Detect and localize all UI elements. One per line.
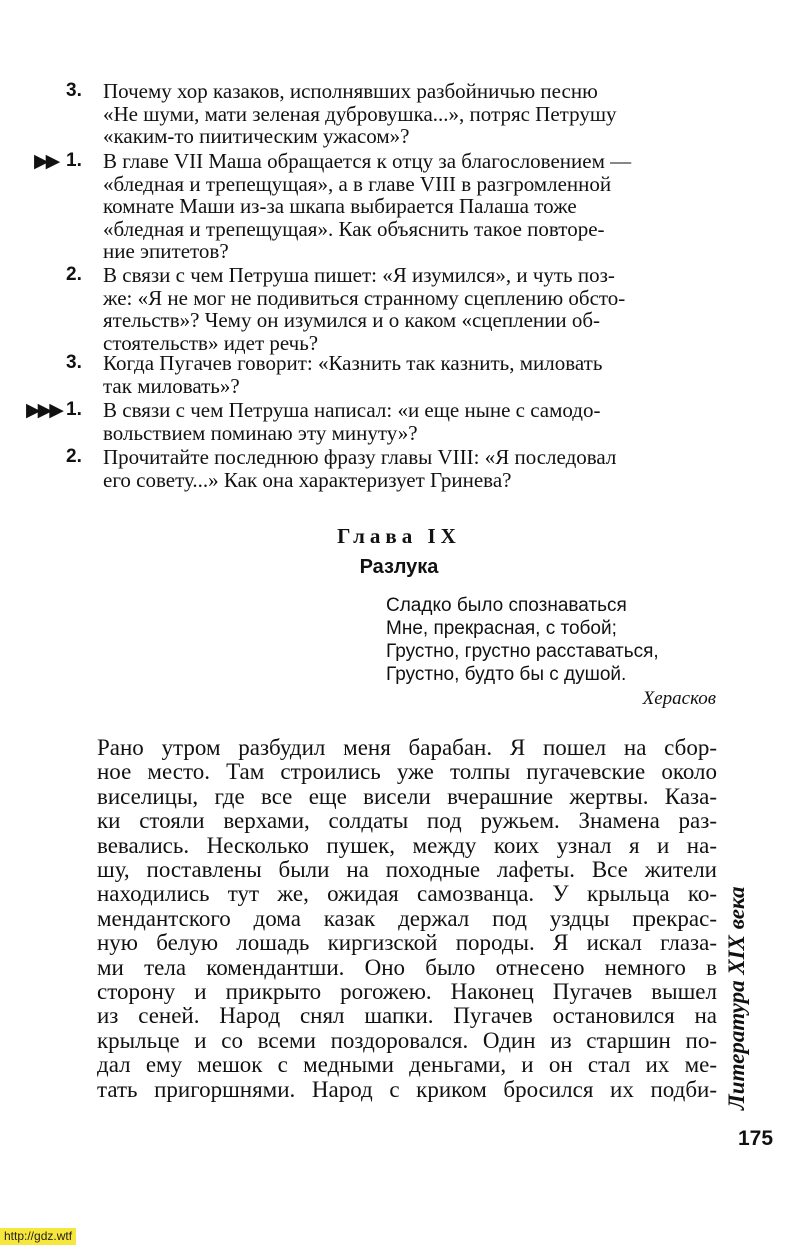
body-text-line: тать пригоршнями. Народ с криком бросился их подби- <box>97 1076 717 1102</box>
difficulty-marker-icon: ▶▶ <box>34 150 58 172</box>
body-text-line: дал ему мешок с медными деньгами, и он стал их ме- <box>97 1052 717 1078</box>
question-number: 1. <box>66 150 82 171</box>
body-text-line: ное место. Там строились уже толпы пугачевские около <box>97 759 717 785</box>
question-number: 2. <box>66 446 82 467</box>
question-text-line: ние эпитетов? <box>103 239 229 263</box>
body-text-line: мендантского дома казак держал под уздцы прекрас- <box>97 905 717 931</box>
question-text-line: Почему хор казаков, исполнявших разбойничью песню <box>103 79 598 103</box>
question-text-line: В связи с чем Петруша написал: «и еще ныне с самодо- <box>103 398 601 422</box>
question-text-line: Когда Пугачев говорит: «Казнить так казнить, миловать <box>103 351 603 375</box>
epigraph-author: Херасков <box>642 688 716 709</box>
question-number: 3. <box>66 352 82 373</box>
body-text-line: ми тела комендантши. Оно было отнесено немного в <box>97 954 717 980</box>
question-text-line: «бледная и трепещущая», а в главе VIII в разгромленной <box>103 171 612 196</box>
question-text-line: «каким-то пиитическим ужасом»? <box>103 124 410 148</box>
epigraph-line: Сладко было спознаваться <box>386 595 627 616</box>
body-text-line: ную белую лошадь киргизской породы. Я искал глаза- <box>97 930 717 956</box>
side-running-title: Литература XIX века <box>724 886 749 1110</box>
page-number: 175 <box>738 1127 774 1150</box>
question-text-line: стоятельств» идет речь? <box>103 330 319 355</box>
question-text-line: вольствием поминаю эту минуту»? <box>103 420 418 445</box>
chapter-title: Глава IX <box>337 524 461 548</box>
body-text-line: ки стояли верхами, солдаты под ружьем. Знамена раз- <box>97 808 717 834</box>
question-text-line: же: «Я не мог не подивиться странному сцеплению обсто- <box>103 285 626 310</box>
body-text-line: находились тут же, ожидая самозванца. У крыльца ко- <box>97 881 717 907</box>
body-text-line: из сеней. Народ снял шапки. Пугачев остановился на <box>97 1003 717 1029</box>
body-text-line: Рано утром разбудил меня барабан. Я пошел на сбор- <box>97 735 717 760</box>
chapter-subtitle: Разлука <box>359 556 439 578</box>
epigraph-line: Мне, прекрасная, с тобой; <box>386 618 617 639</box>
question-text-line: Прочитайте последнюю фразу главы VIII: «Я последовал <box>103 445 617 469</box>
body-text-line: шу, поставлены были на походные лафеты. Все жители <box>97 857 717 882</box>
body-text-line: виселицы, где все еще висели вчерашние жертвы. Каза- <box>97 783 717 809</box>
question-number: 3. <box>66 80 82 101</box>
epigraph-line: Грустно, грустно расставаться, <box>386 641 659 662</box>
difficulty-marker-icon: ▶▶▶ <box>26 399 61 421</box>
question-number: 1. <box>66 399 82 420</box>
body-text-line: крыльце и со всеми поздоровался. Один из старшин по- <box>97 1027 717 1053</box>
question-text-line: его совету...» Как она характеризует Гринева? <box>103 467 512 492</box>
question-text-line: так миловать»? <box>103 373 240 398</box>
body-text-line: вевались. Несколько пушек, между коих узнал я и на- <box>97 832 717 858</box>
body-text-line: сторону и прикрыто рогожею. Наконец Пугачев вышел <box>97 979 717 1004</box>
question-text-line: В связи с чем Петруша пишет: «Я изумился», и чуть поз- <box>103 263 615 287</box>
question-text-line: ятельств»? Чему он изумился и о каком «сцеплении об- <box>103 308 601 332</box>
question-text-line: «бледная и трепещущая». Как объяснить такое повторе- <box>103 216 605 241</box>
question-text-line: В главе VII Маша обращается к отцу за благословением — <box>103 149 632 173</box>
question-number: 2. <box>66 264 82 285</box>
epigraph-line: Грустно, будто бы с душой. <box>386 664 627 685</box>
question-text-line: комнате Маши из-за шкапа выбирается Палаша тоже <box>103 194 577 218</box>
question-text-line: «Не шуми, мати зеленая дубровушка...», потряс Петрушу <box>103 101 617 126</box>
watermark-link[interactable]: http://gdz.wtf <box>0 1228 76 1245</box>
